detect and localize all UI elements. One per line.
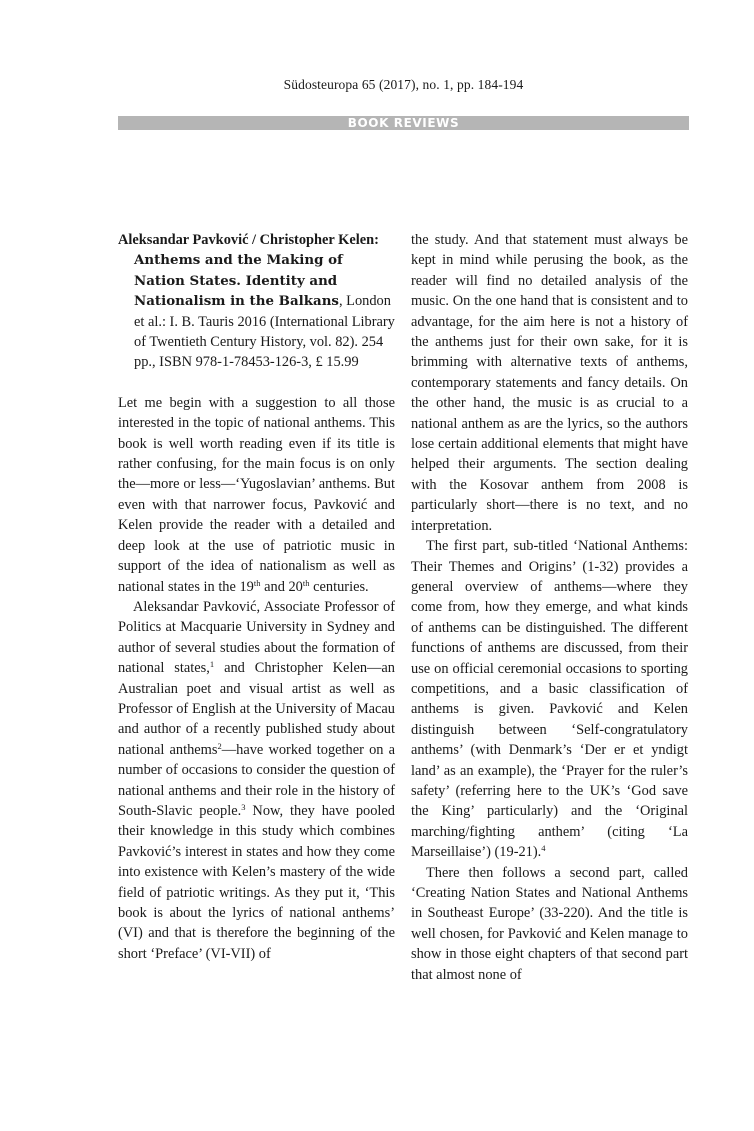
- footnote-marker-3[interactable]: 3: [241, 801, 246, 812]
- body-paragraph-5: There then follows a second part, called ‘Creating Nation States and National Anthems in Southeast Europe’ (33-220). And the title is well chosen, for Pavković and Kelen manage to show in those eight chapters of that second part that almost none of: [411, 864, 688, 983]
- section-label: BOOK REVIEWS: [347, 116, 460, 130]
- review-book-title: Anthems and the Making of Nation States. Identity and Nationalism in the Balkans: [134, 252, 343, 310]
- footnote-marker-2[interactable]: 2: [217, 740, 222, 751]
- running-head: Südosteuropa 65 (2017), no. 1, pp. 184-194: [283, 77, 524, 92]
- right-column: [411, 230, 688, 985]
- review-header: [118, 230, 395, 373]
- text-run: and Christopher Kelen—an Australian poet and visual artist as well as Professor of English at the University of Macau and author of a recently published study about national anthems: [118, 660, 395, 758]
- footnote-marker-1[interactable]: 1: [209, 659, 215, 670]
- review-authors: Aleksandar Pavković / Christopher Kelen:: [118, 232, 379, 248]
- footnote-marker-4[interactable]: 4: [541, 843, 546, 854]
- superscript: th: [253, 577, 261, 588]
- body-paragraph-1: [118, 393, 395, 597]
- left-column: [118, 230, 395, 964]
- body-paragraph-2: [118, 597, 395, 964]
- review-book-details: , London et al.: I. B. Tauris 2016 (International Library of Twentieth Century History, vol. 82). 254 pp., ISBN 978-1-78453-126-3, £ 15.99: [134, 293, 395, 371]
- body-paragraph-4: [411, 536, 688, 863]
- section-band: [118, 116, 689, 130]
- text-run: The first part, sub-titled ‘National Anthems: Their Themes and Origins’ (1-32) provides a general overview of anthems—where they come from, how they emerge, and what kinds of anthems can be distinguished. The different functions of anthems are discussed, from their use on official ceremonial occasions to sporting competitions, and a basic classification of anthems is given. Pavković and Kelen distinguish between ‘Self-congratulatory anthems’ (with Denmark’s ‘Der er et yndigt land’ as an example), the ‘Prayer for the ruler’s safety’ (referring here to the UK’s ‘God save the King’ particularly) and the ‘Original marching/fighting anthem’ (citing ‘La Marseillaise’) (19-21).: [411, 538, 688, 861]
- text-run: and 20: [260, 578, 303, 595]
- text-run: centuries.: [309, 578, 369, 595]
- text-run: —have worked together on a number of occasions to consider the question of national anthems and their role in the history of South-Slavic people.: [118, 741, 396, 819]
- text-run: Let me begin with a suggestion to all those interested in the topic of national anthems. This book is well worth reading even if its title is rather confusing, for the main focus is on only the—more or less—‘Yugoslavian’ anthems. But even with that narrower focus, Pavković and Kelen provide the reader with a detailed and deep look at the use of patriotic music in support of the idea of nationalism as well as national states in the 19: [118, 394, 395, 595]
- body-paragraph-3: the study. And that statement must always be kept in mind while perusing the book, as the reader will find no detailed analysis of the music. On the one hand that is consistent and to advantage, for the aim here is not a history of the anthems just for their own sake, for it is brimming with alternative texts of anthems, contemporary statements and fancy details. On the other hand, the music is as crucial to a national anthem as are the lyrics, so the authors lose certain additional elements that might have helped their arguments. The section dealing with the Kosovar anthem from 2008 is particularly short—there is no text, and no interpretation.: [411, 232, 688, 534]
- text-run: Now, they have pooled their knowledge in this study which combines Pavković’s interest in states and how they come into existence with Kelen’s mastery of the wide field of patriotic writings. As they put it, ‘This book is about the lyrics of national anthems’ (VI) and that is therefore the beginning of the short ‘Preface’ (VI-VII) of: [118, 802, 395, 962]
- superscript: th: [302, 577, 310, 588]
- text-run: Aleksandar Pavković, Associate Professor of Politics at Macquarie University in Sydney and author of several studies about the formation of national states,: [118, 598, 395, 677]
